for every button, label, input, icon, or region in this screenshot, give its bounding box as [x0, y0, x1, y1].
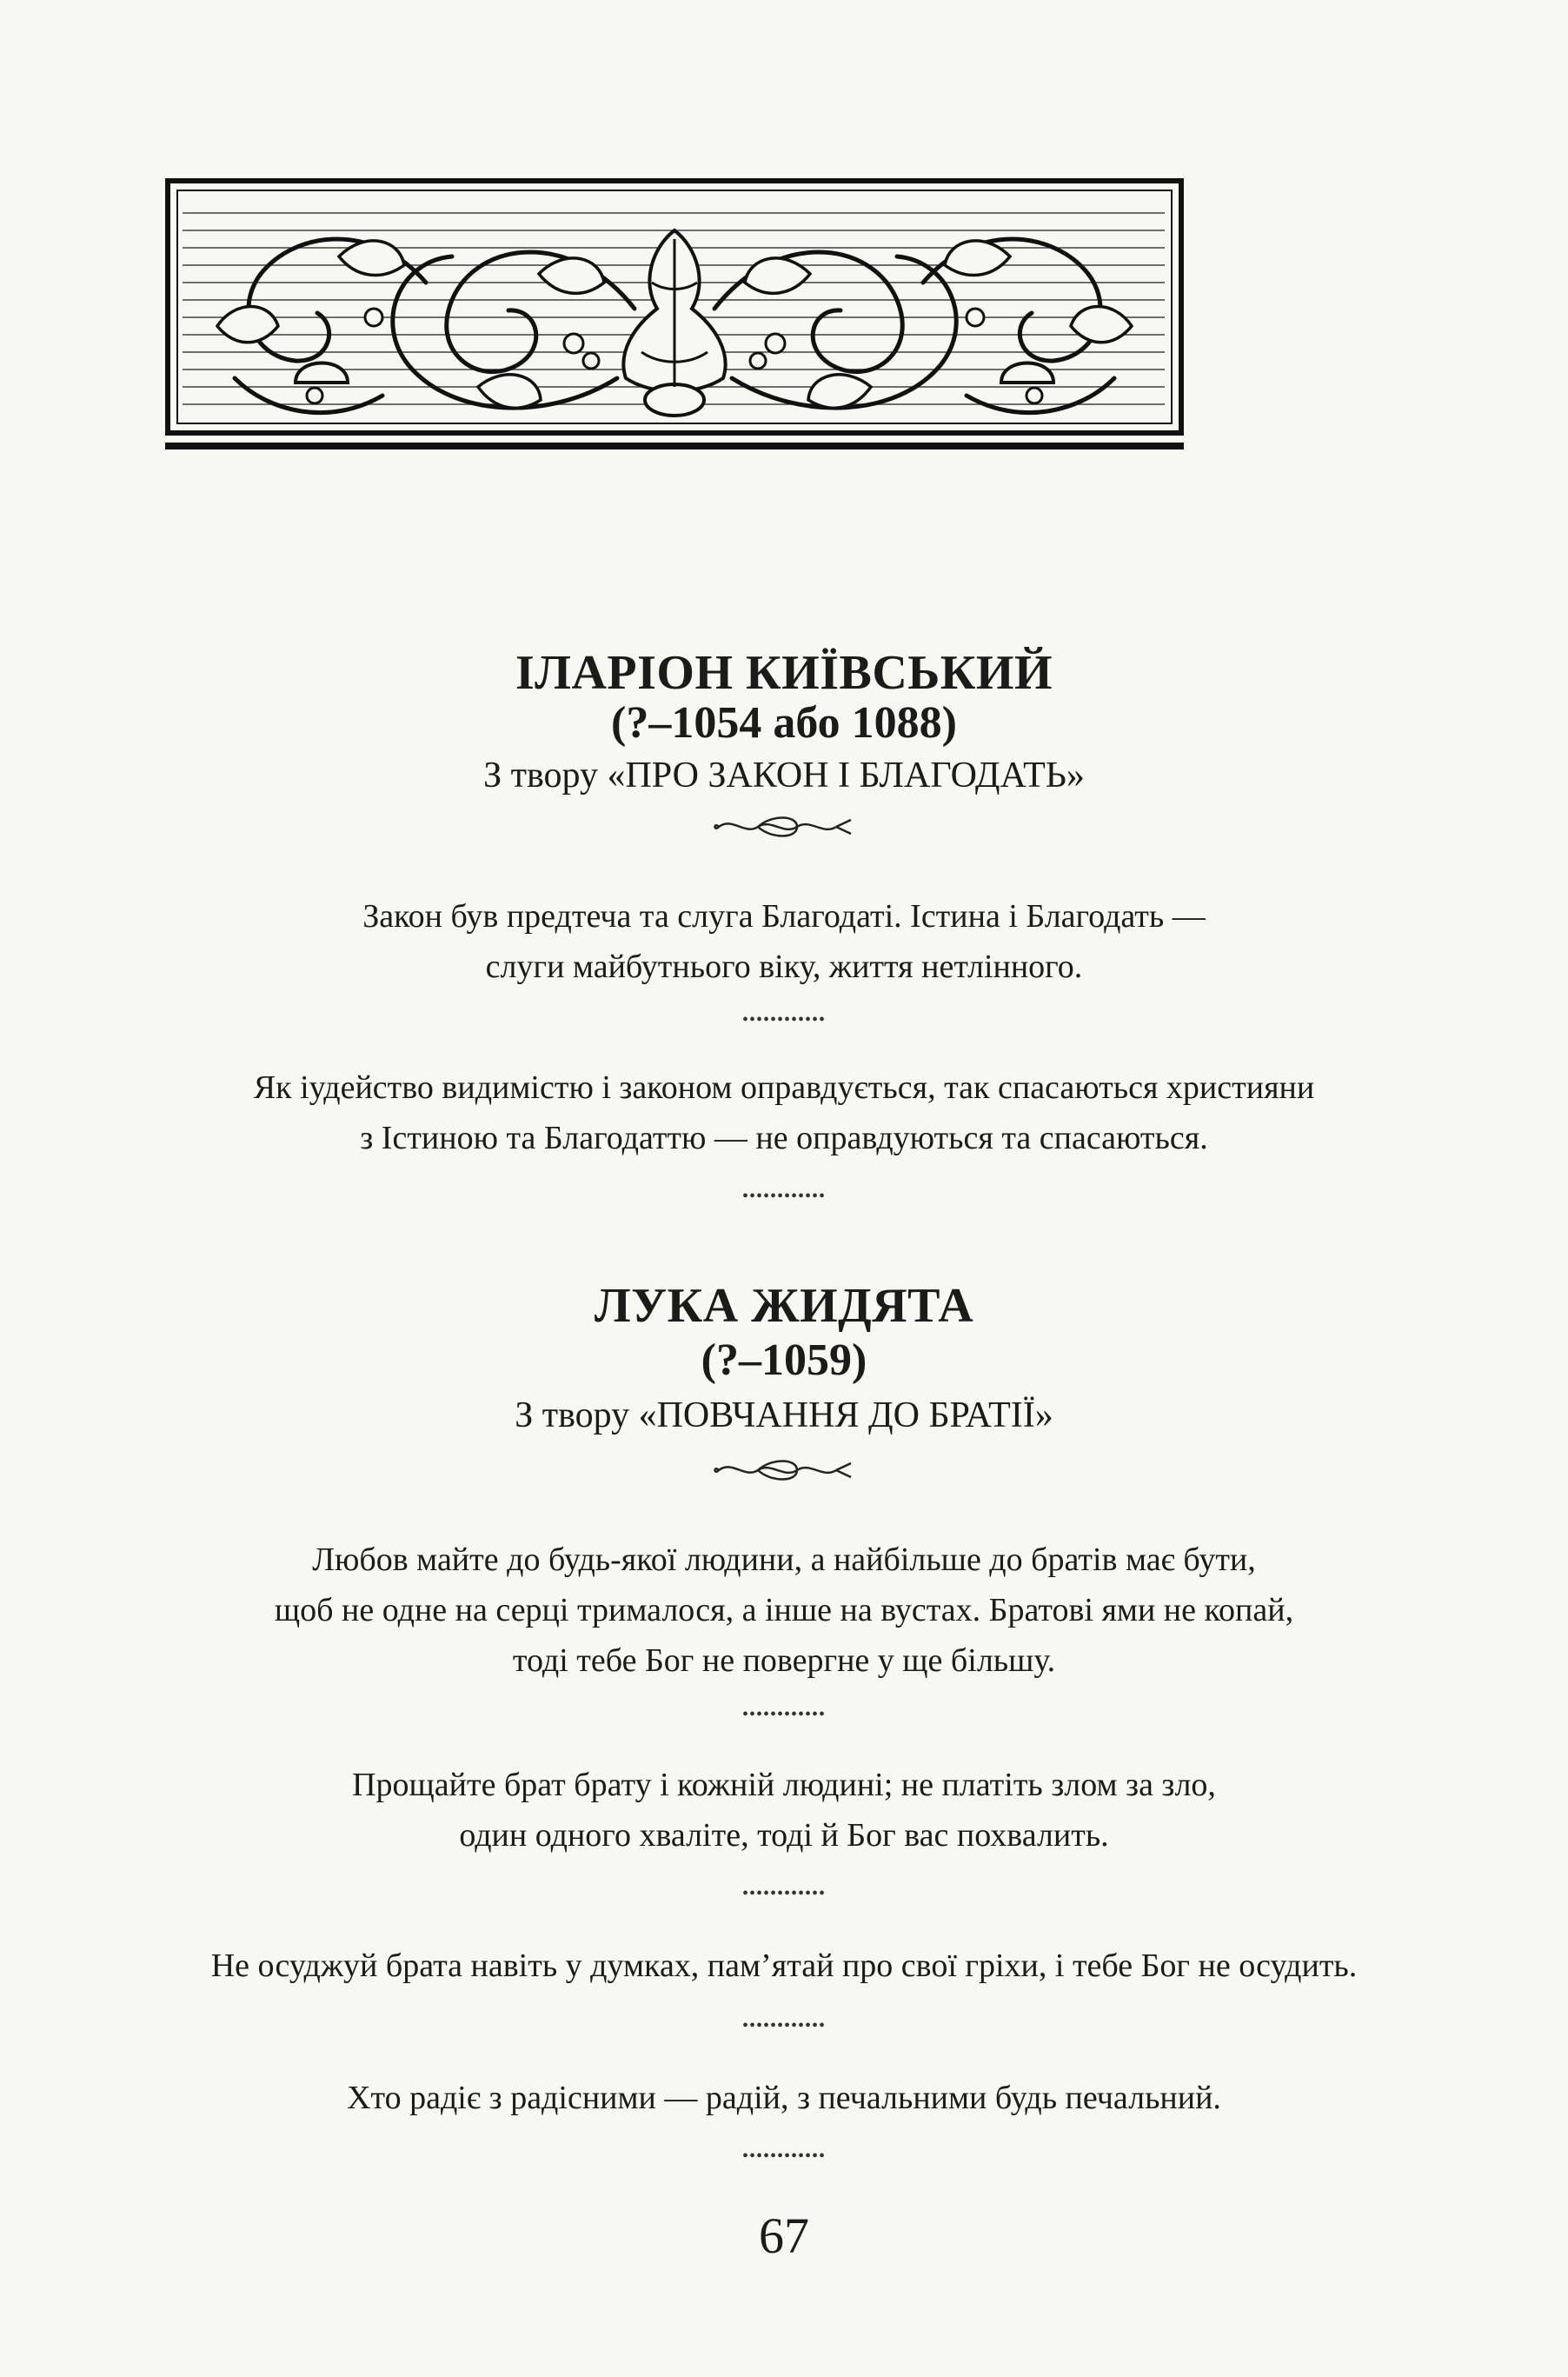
separator-dots: •••••••••••• — [741, 1884, 827, 1903]
separator-dots: •••••••••••• — [741, 2147, 827, 2166]
separator-dots: •••••••••••• — [741, 1705, 827, 1724]
author-dates-2: (?–1059) — [701, 1335, 867, 1385]
separator-dots: •••••••••••• — [741, 1187, 827, 1206]
paragraph-1-1: Закон був предтеча та слуга Благодаті. Істина і Благодать — слуги майбутнього віку, життя нетлінного. — [362, 898, 1206, 985]
ornamental-headpiece — [165, 178, 1184, 456]
paragraph-2-2: Прощайте брат брату і кожній людині; не платіть злом за зло, один одного хваліте, тоді й Бог вас похвалить. — [352, 1767, 1216, 1854]
paragraph-2-1: Любов майте до будь-якої людини, а найбільше до братів має бути, щоб не одне на серці трималося, а інше на вустах. Братові ями не копай, тоді тебе Бог не повергне у ще більшу. — [274, 1541, 1294, 1679]
work-title-2: З твору «ПОВЧАННЯ ДО БРАТІЇ» — [515, 1395, 1053, 1435]
author-name-1: ІЛАРІОН КИЇВСЬКИЙ — [515, 646, 1053, 700]
flourish-icon — [0, 1456, 1568, 1487]
author-dates-1: (?–1054 або 1088) — [611, 698, 957, 748]
separator-dots: •••••••••••• — [741, 2016, 827, 2035]
paragraph-2-4: Хто радіє з радісними — радій, з печальними будь печальний. — [347, 2080, 1221, 2116]
flourish-icon — [0, 813, 1568, 843]
work-title-1: З твору «ПРО ЗАКОН І БЛАГОДАТЬ» — [483, 756, 1085, 796]
paragraph-2-3: Не осуджуй брата навіть у думках, пам’ятай про свої гріхи, і тебе Бог не осудить. — [210, 1948, 1358, 1984]
page-number: 67 — [759, 2207, 809, 2264]
paragraph-1-2: Як іудейство видимістю і законом оправдується, так спасаються християни з Істиною та Благодаттю — не оправдуються та спасаються. — [253, 1069, 1315, 1156]
author-name-2: ЛУКА ЖИДЯТА — [594, 1279, 974, 1333]
separator-dots: •••••••••••• — [741, 1010, 827, 1029]
